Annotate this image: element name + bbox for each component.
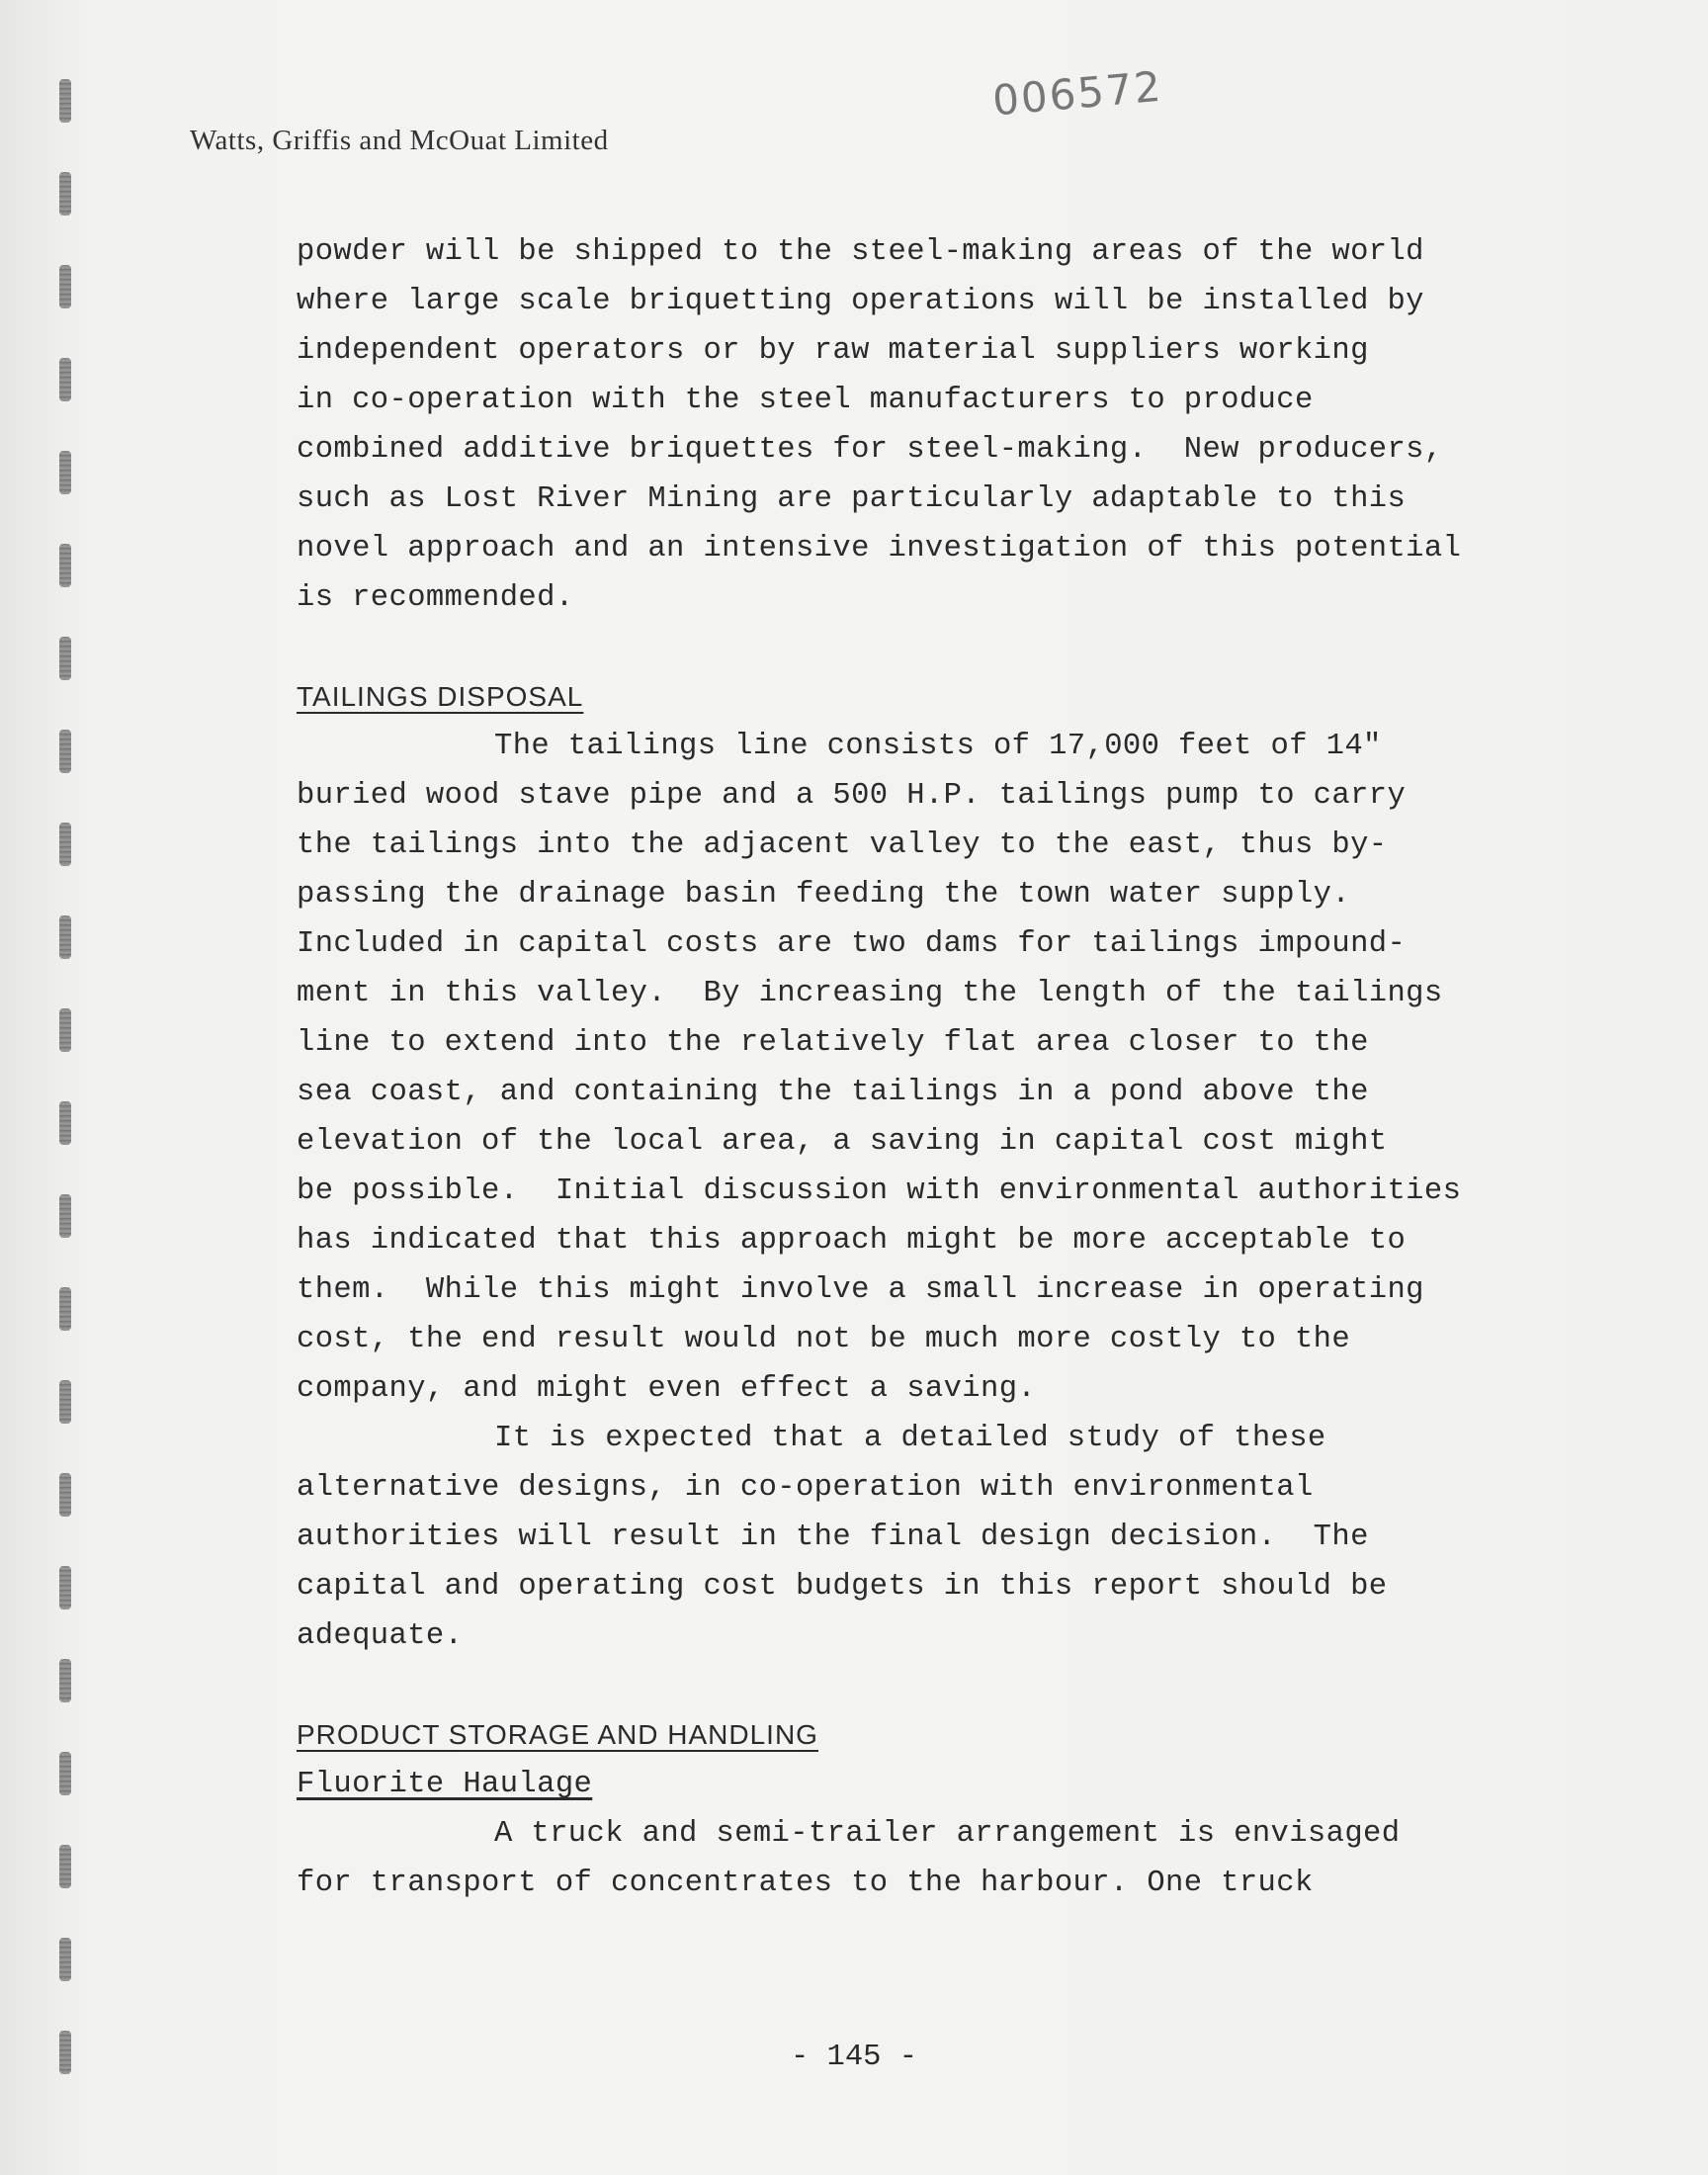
text-line: in co-operation with the steel manufacturers to produce (297, 384, 1314, 417)
text-line: buried wood stave pipe and a 500 H.P. tailings pump to carry (297, 779, 1407, 813)
binding-ring (59, 1845, 71, 1888)
binding-ring (59, 1101, 71, 1145)
text-line: A truck and semi-trailer arrangement is envisaged (494, 1817, 1401, 1851)
text-line: Included in capital costs are two dams for tailings impound- (297, 927, 1407, 961)
intro-paragraph (297, 227, 1581, 623)
text-line: powder will be shipped to the steel-making areas of the world (297, 235, 1424, 269)
text-line: where large scale briquetting operations will be installed by (297, 285, 1424, 318)
text-line: The tailings line consists of 17,000 feet of 14" (494, 730, 1382, 763)
binding-ring (59, 265, 71, 308)
page-number: - 145 - (790, 2041, 918, 2074)
text-line: elevation of the local area, a saving in capital cost might (297, 1125, 1388, 1159)
text-line: novel approach and an intensive investigation of this potential (297, 532, 1462, 566)
binding-ring (59, 1287, 71, 1331)
text-line: be possible. Initial discussion with environmental authorities (297, 1174, 1462, 1208)
binding-ring (59, 1380, 71, 1424)
text-line: such as Lost River Mining are particularly adaptable to this (297, 482, 1407, 516)
text-line: authorities will result in the final design decision. The (297, 1521, 1369, 1554)
section-heading-product-storage: PRODUCT STORAGE AND HANDLING (297, 1719, 818, 1750)
haulage-paragraph (297, 1809, 1581, 1908)
binding-ring (59, 172, 71, 216)
binding-ring (59, 1473, 71, 1517)
binding-ring (59, 637, 71, 680)
letterhead: Watts, Griffis and McOuat Limited (190, 125, 609, 156)
binding-ring (59, 1938, 71, 1981)
text-line: alternative designs, in co-operation with environmental (297, 1471, 1314, 1505)
text-line: them. While this might involve a small increase in operating (297, 1273, 1424, 1307)
binding-ring (59, 730, 71, 773)
binding-ring (59, 544, 71, 587)
subheading-fluorite-haulage: Fluorite Haulage (297, 1768, 593, 1801)
text-line: company, and might even effect a saving. (297, 1372, 1037, 1406)
binding-ring (59, 1008, 71, 1052)
text-line: capital and operating cost budgets in this report should be (297, 1570, 1388, 1604)
spiral-binding (51, 79, 81, 2116)
text-line: ment in this valley. By increasing the length of the tailings (297, 977, 1443, 1010)
document-number-stamp: 006572 (990, 61, 1165, 126)
tailings-paragraph-1 (297, 722, 1581, 1414)
text-line: has indicated that this approach might be more acceptable to (297, 1224, 1407, 1258)
text-line: It is expected that a detailed study of these (494, 1422, 1326, 1455)
binding-ring (59, 823, 71, 866)
binding-ring (59, 79, 71, 123)
binding-ring (59, 1566, 71, 1610)
binding-ring (59, 1752, 71, 1795)
body-text (297, 227, 1581, 1908)
text-line: for transport of concentrates to the harbour. One truck (297, 1867, 1314, 1900)
text-line: combined additive briquettes for steel-making. New producers, (297, 433, 1443, 467)
text-line: adequate. (297, 1619, 464, 1653)
section-heading-tailings-disposal: TAILINGS DISPOSAL (297, 681, 584, 712)
binding-ring (59, 358, 71, 401)
text-line: line to extend into the relatively flat area closer to the (297, 1026, 1369, 1060)
text-line: is recommended. (297, 581, 574, 615)
text-line: independent operators or by raw material suppliers working (297, 334, 1369, 368)
text-line: cost, the end result would not be much more costly to the (297, 1323, 1351, 1356)
text-line: sea coast, and containing the tailings in a pond above the (297, 1076, 1369, 1109)
binding-ring (59, 1194, 71, 1238)
binding-ring (59, 915, 71, 959)
text-line: passing the drainage basin feeding the town water supply. (297, 878, 1351, 912)
tailings-paragraph-2 (297, 1414, 1581, 1661)
binding-ring (59, 451, 71, 494)
binding-ring (59, 1659, 71, 1702)
text-line: the tailings into the adjacent valley to the east, thus by- (297, 828, 1388, 862)
